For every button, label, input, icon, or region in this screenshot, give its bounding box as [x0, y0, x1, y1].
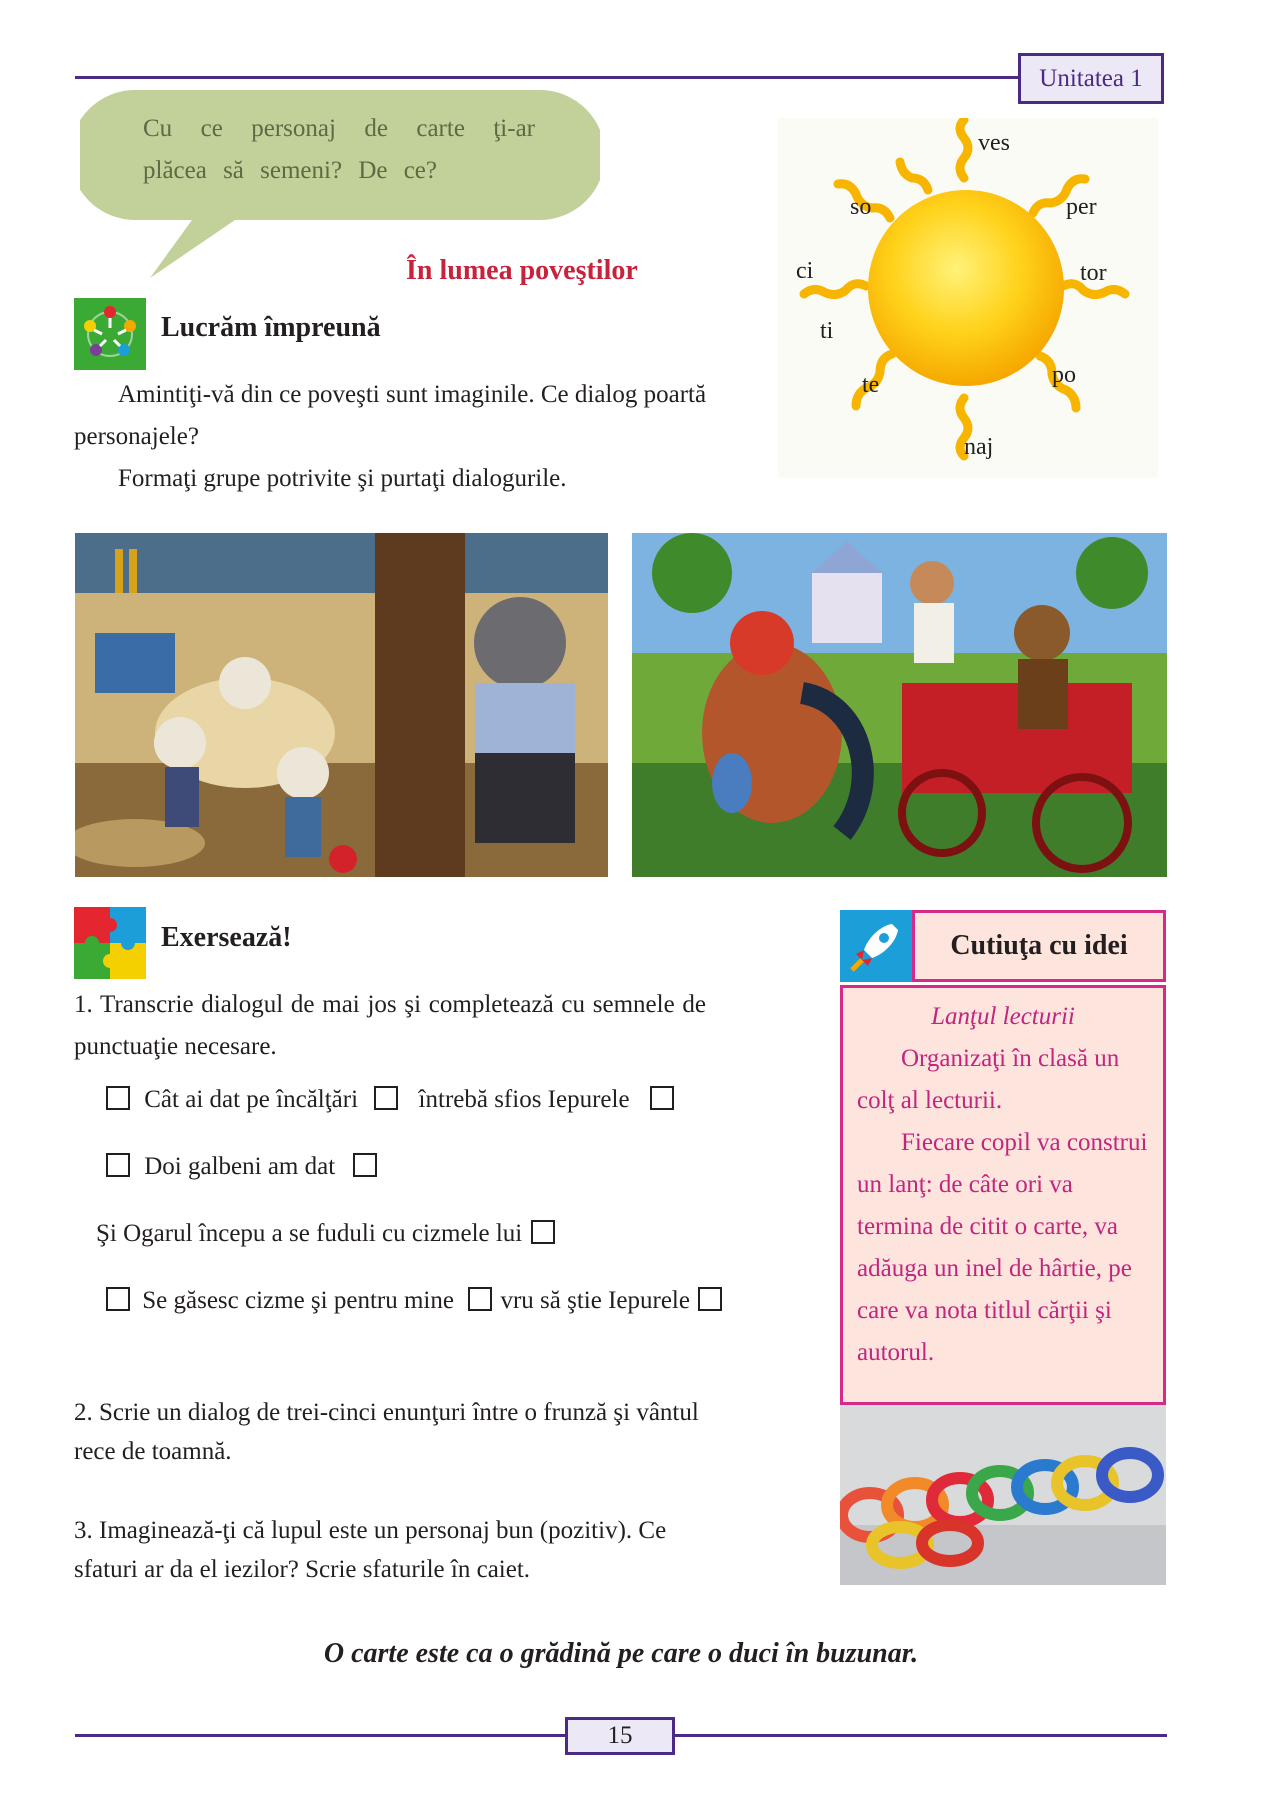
punctuation-box[interactable] — [468, 1287, 492, 1311]
paper-chain-photo — [840, 1405, 1166, 1585]
rocket-icon — [840, 910, 912, 982]
sun-syllable: per — [1066, 194, 1097, 220]
ideas-box-header: Cutiuţa cu idei — [912, 910, 1166, 982]
ideas-box-title: Lanţul lecturii — [931, 1003, 1075, 1030]
dialogue-text: vru să ştie Iepurele — [500, 1287, 690, 1314]
group-people-icon — [74, 298, 146, 370]
ideas-paragraph-2: Fiecare copil va construi un lanţ: de câte ori va termina de citit o carte, va adăuga un inel de hârtie, pe care va nota titlul cărţii şi autorul. — [857, 1129, 1148, 1366]
section-title: În lumea poveştilor — [406, 255, 638, 286]
dialogue-text: Cât ai dat pe încălţări — [144, 1086, 359, 1113]
footer-rule-left — [75, 1734, 565, 1737]
sun-syllable: so — [850, 194, 872, 220]
punctuation-box[interactable] — [531, 1220, 555, 1244]
rooster-and-carriage-illustration — [632, 533, 1167, 877]
heading-practice: Exersează! — [161, 922, 292, 953]
punctuation-box[interactable] — [106, 1153, 130, 1177]
exercise-2-instructions: 2. Scrie un dialog de trei-cinci enunţuri între o frunză şi vântul rece de toamnă. — [74, 1399, 699, 1465]
puzzle-icon — [74, 907, 146, 979]
wolf-and-goat-kids-illustration — [75, 533, 608, 877]
work-together-paragraph-2: Formaţi grupe potrivite şi purtaţi dialogurile. — [118, 465, 567, 492]
exercise-3-instructions: 3. Imaginează-ţi că lupul este un personaj bun (pozitiv). Ce sfaturi ar da el iezilor? Scrie sfaturile în caiet. — [74, 1517, 667, 1583]
sun-syllable: te — [862, 372, 880, 398]
punctuation-box[interactable] — [374, 1086, 398, 1110]
dialogue-text: Şi Ogarul începu a se fuduli cu cizmele lui — [96, 1220, 523, 1247]
dialogue-text: Se găsesc cizme şi pentru mine — [142, 1287, 454, 1314]
sun-syllable: naj — [964, 434, 994, 460]
page-number: 15 — [565, 1717, 675, 1755]
dialogue-text: Doi galbeni am dat — [144, 1153, 336, 1180]
exercise-1-instructions: 1. Transcrie dialogul de mai jos şi completează cu semnele de punctuaţie necesare. — [74, 991, 706, 1060]
dialogue-line-2 — [106, 1153, 377, 1181]
dialogue-text: întrebă sfios Iepurele — [418, 1086, 630, 1113]
punctuation-box[interactable] — [698, 1287, 722, 1311]
work-together-paragraph-1: Amintiţi-vă din ce poveşti sunt imaginile. Ce dialog poartă personajele? — [74, 381, 707, 450]
sun-syllable-wheel — [778, 118, 1158, 478]
sun-syllable: tor — [1080, 260, 1107, 286]
header-rule — [75, 76, 1018, 79]
footer-rule-right — [675, 1734, 1167, 1737]
bubble-question: Cu ce personaj de carte ţi-ar plăcea să semeni? De ce? — [143, 115, 535, 184]
dialogue-line-1 — [106, 1086, 674, 1114]
sun-syllable: ti — [820, 318, 834, 344]
closing-quote: O carte este ca o grădină pe care o duci în buzunar. — [323, 1638, 919, 1669]
unit-label: Unitatea 1 — [1018, 53, 1164, 104]
punctuation-box[interactable] — [106, 1287, 130, 1311]
sun-syllable: ves — [978, 130, 1010, 156]
punctuation-box[interactable] — [106, 1086, 130, 1110]
sun-syllable: ci — [796, 258, 814, 284]
sun-syllable: po — [1052, 362, 1076, 388]
ideas-paragraph-1: Organizaţi în clasă un colţ al lecturii. — [857, 1045, 1120, 1114]
punctuation-box[interactable] — [650, 1086, 674, 1110]
ideas-box-body — [840, 985, 1166, 1405]
heading-work-together: Lucrăm împreună — [161, 312, 381, 343]
dialogue-line-4 — [106, 1287, 722, 1315]
punctuation-box[interactable] — [353, 1153, 377, 1177]
dialogue-line-3 — [96, 1220, 555, 1248]
